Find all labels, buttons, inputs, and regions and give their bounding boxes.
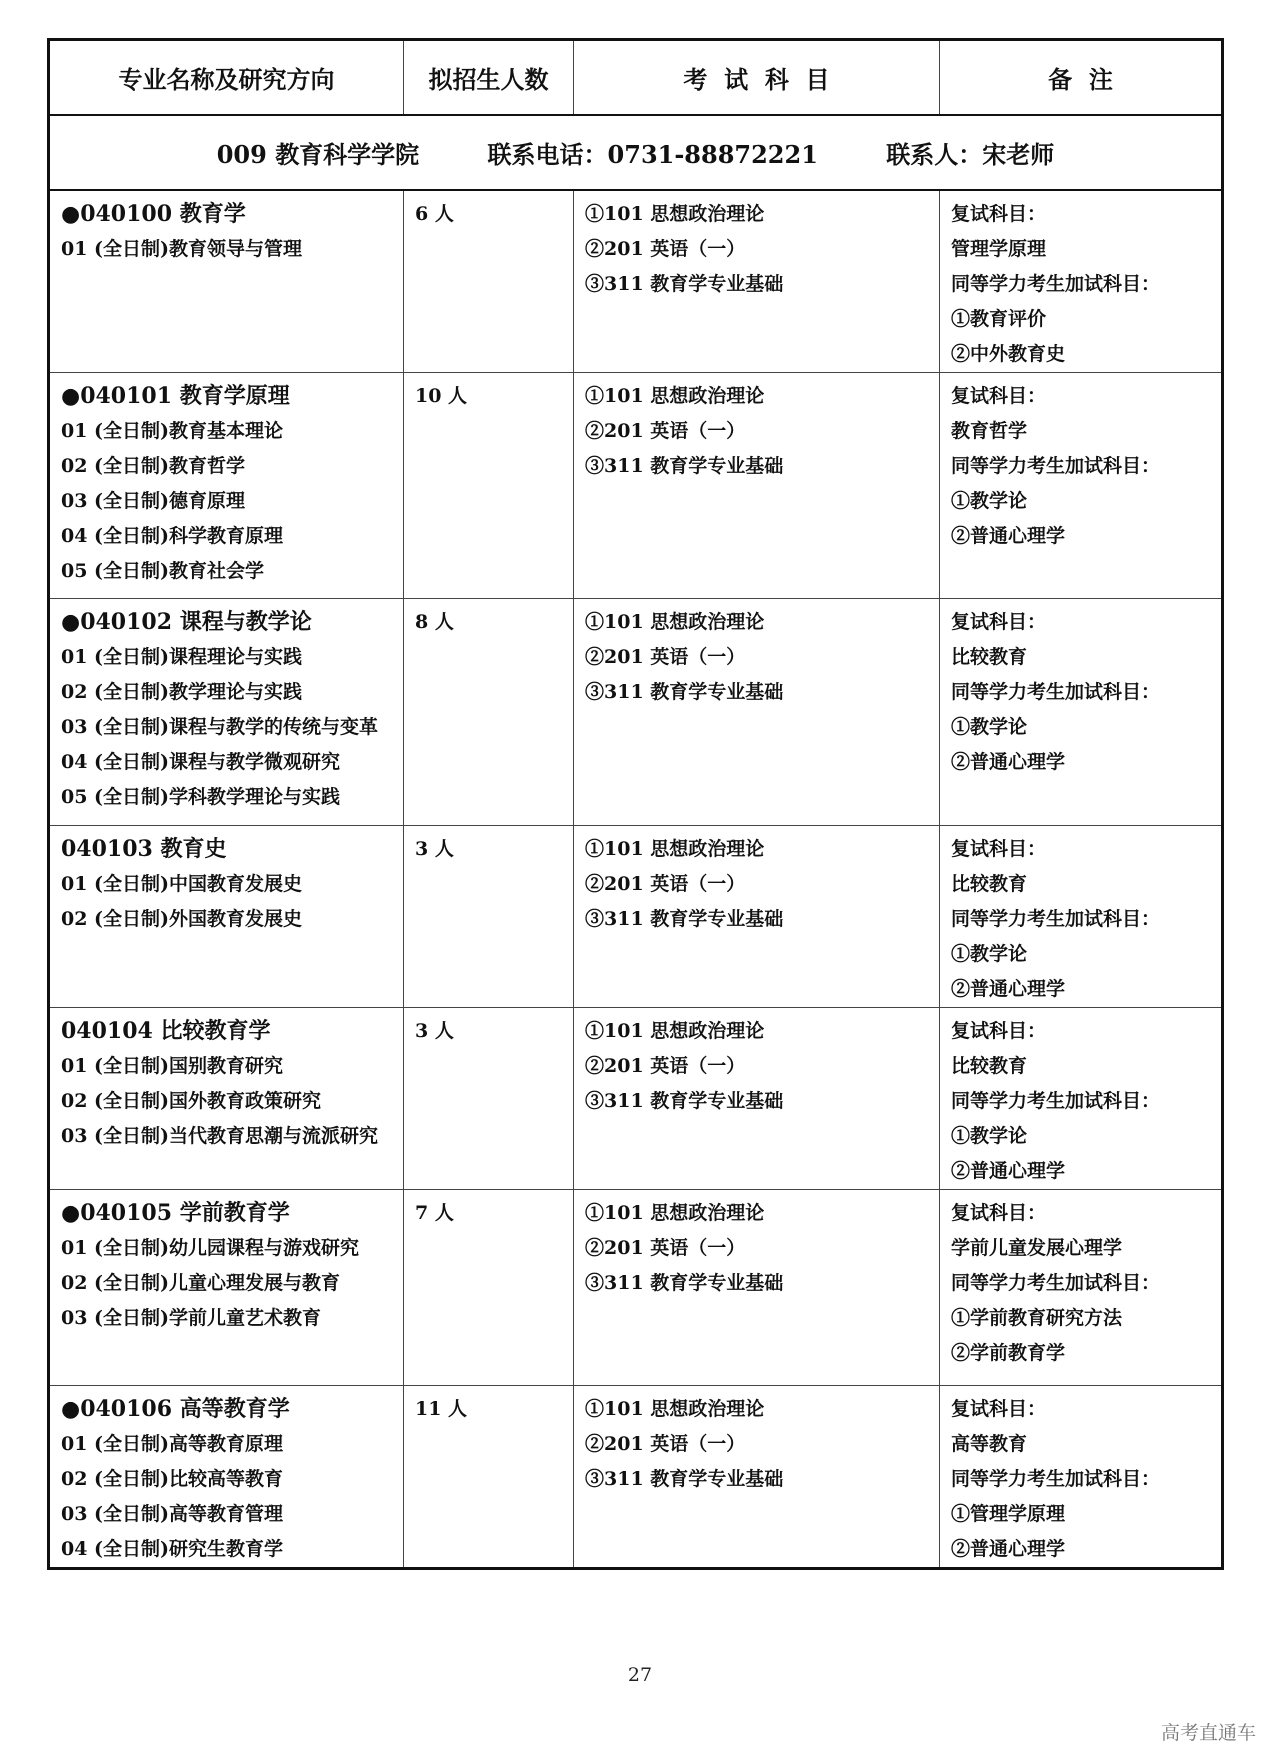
exam-subject: ③311 教育学专业基础 — [585, 273, 784, 295]
major-row — [49, 599, 1223, 826]
research-direction: 01 (全日制)教育基本理论 — [61, 420, 284, 442]
notes-cell — [940, 373, 1223, 599]
notes-cell — [940, 1008, 1223, 1190]
note-line: 同等学力考生加试科目： — [951, 455, 1161, 477]
note-line: ②普通心理学 — [951, 1160, 1066, 1182]
major-title: ●040105 学前教育学 — [61, 1200, 290, 1226]
exam-subject: ②201 英语（一） — [585, 646, 746, 668]
enrollment-quota: 11 人 — [415, 1398, 468, 1420]
note-line: 复试科目： — [951, 838, 1047, 860]
exam-subject: ③311 教育学专业基础 — [585, 455, 784, 477]
research-direction: 02 (全日制)外国教育发展史 — [61, 908, 303, 930]
college-row — [49, 115, 1223, 190]
major-row — [49, 1386, 1223, 1569]
research-direction: 04 (全日制)研究生教育学 — [61, 1538, 284, 1560]
college-name: 009 教育科学学院 — [216, 140, 420, 169]
exam-subject: ①101 思想政治理论 — [585, 1202, 765, 1224]
major-row — [49, 1008, 1223, 1190]
note-line: 学前儿童发展心理学 — [951, 1237, 1123, 1259]
research-direction: 01 (全日制)高等教育原理 — [61, 1433, 284, 1455]
major-row — [49, 373, 1223, 599]
exam-subject: ②201 英语（一） — [585, 420, 746, 442]
major-title: 040104 比较教育学 — [61, 1018, 271, 1044]
note-line: 复试科目： — [951, 385, 1047, 407]
college-contact: 联系人：宋老师 — [886, 140, 1055, 169]
note-line: ①管理学原理 — [951, 1503, 1066, 1525]
major-title: ●040101 教育学原理 — [61, 383, 290, 409]
major-cell — [49, 190, 404, 373]
research-direction: 05 (全日制)教育社会学 — [61, 560, 265, 582]
note-line: 同等学力考生加试科目： — [951, 1468, 1161, 1490]
watermark: 高考直通车 — [1160, 1722, 1256, 1744]
research-direction: 03 (全日制)当代教育思潮与流派研究 — [61, 1125, 379, 1147]
exam-subject: ①101 思想政治理论 — [585, 838, 765, 860]
header-exam-subjects: 考 试 科 目 — [574, 40, 940, 116]
major-row — [49, 190, 1223, 373]
exam-cell — [574, 1386, 940, 1569]
exam-subject: ①101 思想政治理论 — [585, 203, 765, 225]
exam-cell — [574, 826, 940, 1008]
quota-cell — [404, 1190, 574, 1386]
exam-subject: ③311 教育学专业基础 — [585, 1272, 784, 1294]
note-line: 比较教育 — [951, 873, 1028, 895]
note-line: ①教学论 — [951, 943, 1028, 965]
quota-cell — [404, 599, 574, 826]
major-row — [49, 826, 1223, 1008]
research-direction: 04 (全日制)科学教育原理 — [61, 525, 284, 547]
note-line: 比较教育 — [951, 1055, 1028, 1077]
exam-subject: ①101 思想政治理论 — [585, 385, 765, 407]
research-direction: 03 (全日制)德育原理 — [61, 490, 246, 512]
note-line: 复试科目： — [951, 1202, 1047, 1224]
enrollment-quota: 10 人 — [415, 385, 468, 407]
note-line: 教育哲学 — [951, 420, 1028, 442]
research-direction: 01 (全日制)幼儿园课程与游戏研究 — [61, 1237, 360, 1259]
note-line: ①学前教育研究方法 — [951, 1307, 1123, 1329]
research-direction: 01 (全日制)中国教育发展史 — [61, 873, 303, 895]
enrollment-quota: 8 人 — [415, 611, 454, 633]
note-line: ②学前教育学 — [951, 1342, 1066, 1364]
research-direction: 02 (全日制)教学理论与实践 — [61, 681, 303, 703]
major-title: ●040102 课程与教学论 — [61, 609, 312, 635]
research-direction: 01 (全日制)教育领导与管理 — [61, 238, 303, 260]
note-line: ①教学论 — [951, 716, 1028, 738]
note-line: ②普通心理学 — [951, 525, 1066, 547]
major-title: ●040100 教育学 — [61, 201, 246, 227]
major-cell — [49, 1386, 404, 1569]
enrollment-quota: 3 人 — [415, 1020, 454, 1042]
header-major: 专业名称及研究方向 — [49, 40, 404, 116]
enrollment-quota: 6 人 — [415, 203, 454, 225]
exam-subject: ③311 教育学专业基础 — [585, 908, 784, 930]
research-direction: 01 (全日制)课程理论与实践 — [61, 646, 303, 668]
research-direction: 05 (全日制)学科教学理论与实践 — [61, 786, 341, 808]
note-line: ②中外教育史 — [951, 343, 1066, 365]
quota-cell — [404, 373, 574, 599]
quota-cell — [404, 826, 574, 1008]
quota-cell — [404, 190, 574, 373]
exam-subject: ②201 英语（一） — [585, 238, 746, 260]
notes-cell — [940, 1190, 1223, 1386]
enrollment-table — [47, 38, 1224, 1570]
college-info — [49, 115, 1223, 190]
major-cell — [49, 1190, 404, 1386]
note-line: 同等学力考生加试科目： — [951, 1090, 1161, 1112]
exam-subject: ①101 思想政治理论 — [585, 1398, 765, 1420]
exam-cell — [574, 1008, 940, 1190]
exam-subject: ①101 思想政治理论 — [585, 611, 765, 633]
college-phone: 联系电话：0731-88872221 — [487, 140, 818, 169]
exam-cell — [574, 599, 940, 826]
exam-subject: ①101 思想政治理论 — [585, 1020, 765, 1042]
enrollment-quota: 3 人 — [415, 838, 454, 860]
note-line: ②普通心理学 — [951, 751, 1066, 773]
note-line: 同等学力考生加试科目： — [951, 908, 1161, 930]
research-direction: 03 (全日制)课程与教学的传统与变革 — [61, 716, 379, 738]
research-direction: 03 (全日制)高等教育管理 — [61, 1503, 284, 1525]
header-notes: 备 注 — [940, 40, 1223, 116]
exam-subject: ②201 英语（一） — [585, 1433, 746, 1455]
exam-subject: ③311 教育学专业基础 — [585, 1090, 784, 1112]
notes-cell — [940, 190, 1223, 373]
notes-cell — [940, 599, 1223, 826]
major-row — [49, 1190, 1223, 1386]
research-direction: 03 (全日制)学前儿童艺术教育 — [61, 1307, 322, 1329]
note-line: ①教学论 — [951, 1125, 1028, 1147]
exam-cell — [574, 1190, 940, 1386]
note-line: 复试科目： — [951, 203, 1047, 225]
note-line: 同等学力考生加试科目： — [951, 273, 1161, 295]
exam-subject: ③311 教育学专业基础 — [585, 1468, 784, 1490]
note-line: ②普通心理学 — [951, 1538, 1066, 1560]
enrollment-quota: 7 人 — [415, 1202, 454, 1224]
note-line: 复试科目： — [951, 611, 1047, 633]
note-line: 管理学原理 — [951, 238, 1047, 260]
exam-subject: ③311 教育学专业基础 — [585, 681, 784, 703]
major-cell — [49, 373, 404, 599]
note-line: 复试科目： — [951, 1398, 1047, 1420]
note-line: ①教育评价 — [951, 308, 1047, 330]
note-line: 高等教育 — [951, 1433, 1028, 1455]
exam-cell — [574, 190, 940, 373]
note-line: ②普通心理学 — [951, 978, 1066, 1000]
page-number: 27 — [627, 1664, 653, 1686]
research-direction: 01 (全日制)国别教育研究 — [61, 1055, 284, 1077]
major-cell — [49, 1008, 404, 1190]
note-line: 同等学力考生加试科目： — [951, 1272, 1161, 1294]
exam-subject: ②201 英语（一） — [585, 873, 746, 895]
exam-cell — [574, 373, 940, 599]
note-line: 比较教育 — [951, 646, 1028, 668]
header-quota: 拟招生人数 — [404, 40, 574, 116]
exam-subject: ②201 英语（一） — [585, 1237, 746, 1259]
research-direction: 02 (全日制)儿童心理发展与教育 — [61, 1272, 341, 1294]
notes-cell — [940, 826, 1223, 1008]
major-cell — [49, 599, 404, 826]
major-title: ●040106 高等教育学 — [61, 1396, 290, 1422]
research-direction: 02 (全日制)比较高等教育 — [61, 1468, 284, 1490]
note-line: ①教学论 — [951, 490, 1028, 512]
header-row — [49, 40, 1223, 116]
research-direction: 04 (全日制)课程与教学微观研究 — [61, 751, 341, 773]
note-line: 同等学力考生加试科目： — [951, 681, 1161, 703]
quota-cell — [404, 1386, 574, 1569]
major-title: 040103 教育史 — [61, 836, 227, 862]
quota-cell — [404, 1008, 574, 1190]
note-line: 复试科目： — [951, 1020, 1047, 1042]
notes-cell — [940, 1386, 1223, 1569]
major-cell — [49, 826, 404, 1008]
research-direction: 02 (全日制)国外教育政策研究 — [61, 1090, 322, 1112]
exam-subject: ②201 英语（一） — [585, 1055, 746, 1077]
research-direction: 02 (全日制)教育哲学 — [61, 455, 246, 477]
